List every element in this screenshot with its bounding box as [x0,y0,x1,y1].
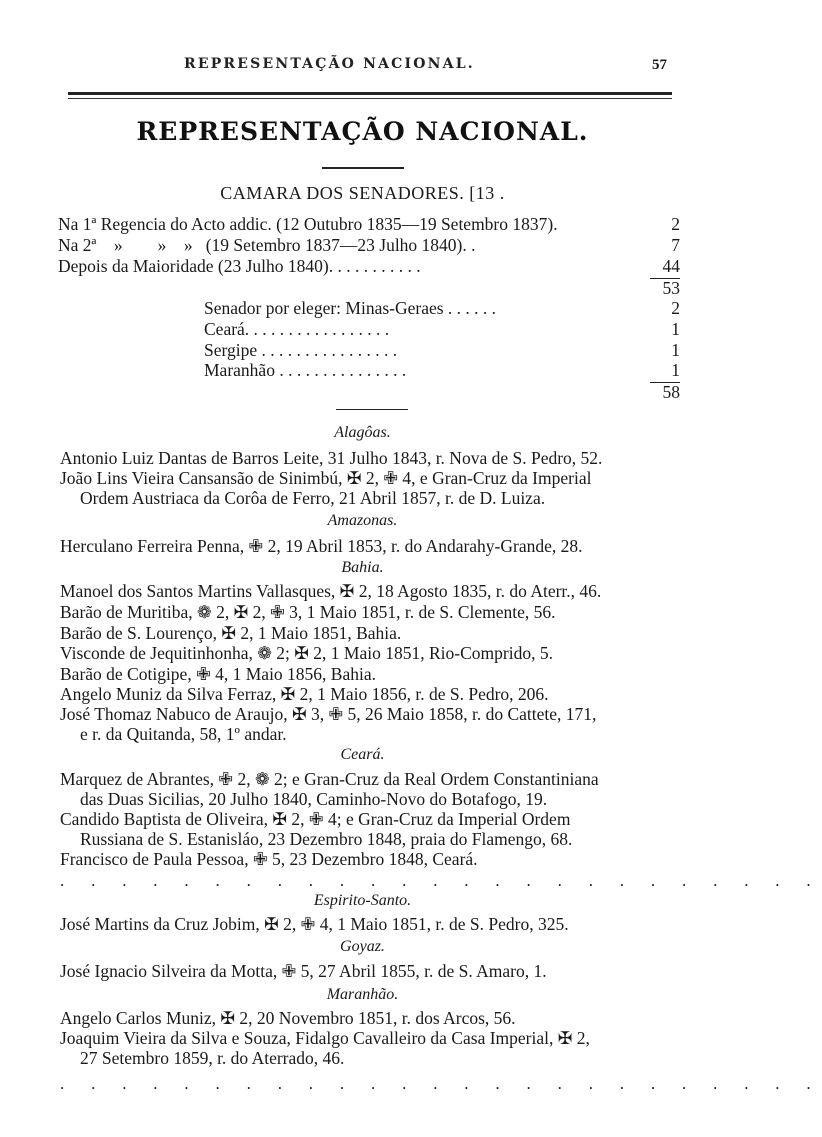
province-heading: Espirito-Santo. [313,892,412,909]
senator-entry: José Martins da Cruz Jobim, ✠ 2, ✙ 4, 1 Maio 1851, r. de S. Pedro, 325. [60,914,569,934]
summary-value: 2 [671,214,680,234]
summary-value: 44 [662,256,680,276]
province-heading: Maranhão. [326,986,399,1003]
vacancy-value: 2 [671,298,680,318]
senator-entry: Joaquim Vieira da Silva e Souza, Fidalgo Cavalleiro da Casa Imperial, ✠ 2, [60,1028,590,1048]
senator-entry: Manoel dos Santos Martins Vallasques, ✠ 2, 18 Agosto 1835, r. do Aterr., 46. [60,581,602,601]
title-rule [322,167,404,169]
senator-entry-continued: Russiana de S. Estanisláo, 23 Dezembro 1848, praia do Flamengo, 68. [80,829,573,849]
senator-entry: Francisco de Paula Pessoa, ✙ 5, 23 Dezembro 1848, Ceará. [60,849,478,869]
main-title: REPRESENTAÇÃO NACIONAL. [136,117,589,146]
senator-entry: Visconde de Jequitinhonha, ❁ 2; ✠ 2, 1 Maio 1851, Rio-Comprido, 5. [60,643,553,663]
subtotal-value: 53 [662,278,680,298]
total-value: 58 [662,382,680,402]
senator-entry-continued: e r. da Quitanda, 58, 1º andar. [80,724,287,744]
vacancy-row: Senador por eleger: Minas-Geraes . . . . . . [204,298,497,318]
senator-entry-continued: Ordem Austriaca da Corôa de Ferro, 21 Abril 1857, r. de D. Luiza. [80,488,546,508]
header-rule-thick [68,92,672,95]
vacancy-row: Sergipe . . . . . . . . . . . . . . . . [204,340,398,360]
header-rule-thin [68,98,672,99]
senator-entry: Barão de Cotigipe, ✙ 4, 1 Maio 1856, Bahia. [60,664,376,684]
senator-entry-continued: 27 Setembro 1859, r. do Aterrado, 46. [80,1048,345,1068]
senator-entry: Barão de Muritiba, ❁ 2, ✠ 2, ✙ 3, 1 Maio 1851, r. de S. Clemente, 56. [60,602,556,622]
ellipsis-row: . . . . . . . . . . . . . . . . . . . . . . . . . [60,871,822,890]
summary-row: Depois da Maioridade (23 Julho 1840). . . . . . . . . . . [58,256,421,276]
vacancy-row: Maranhão . . . . . . . . . . . . . . . [204,360,407,380]
senator-entry: Angelo Muniz da Silva Ferraz, ✠ 2, 1 Maio 1856, r. de S. Pedro, 206. [60,684,549,704]
senator-entry: Candido Baptista de Oliveira, ✠ 2, ✙ 4; e Gran-Cruz da Imperial Ordem [60,809,571,829]
province-heading: Bahia. [341,559,384,576]
senator-entry: Antonio Luiz Dantas de Barros Leite, 31 Julho 1843, r. Nova de S. Pedro, 52. [60,448,603,468]
summary-row: Na 1ª Regencia do Acto addic. (12 Outubro 1835—19 Setembro 1837). [58,214,558,234]
section-divider [336,409,408,410]
vacancy-row: Ceará. . . . . . . . . . . . . . . . . [204,319,390,339]
senator-entry: Barão de S. Lourenço, ✠ 2, 1 Maio 1851, Bahia. [60,623,402,643]
province-heading: Amazonas. [327,512,398,529]
province-heading: Goyaz. [340,938,385,955]
ellipsis-row: . . . . . . . . . . . . . . . . . . . . . . . . . [60,1074,822,1093]
section-title: CAMARA DOS SENADORES. [13 . [220,183,505,203]
vacancy-value: 1 [671,360,680,380]
senator-entry: Angelo Carlos Muniz, ✠ 2, 20 Novembro 1851, r. dos Arcos, 56. [60,1008,516,1028]
page-number: 57 [652,57,667,73]
senator-entry: Herculano Ferreira Penna, ✙ 2, 19 Abril 1853, r. do Andarahy-Grande, 28. [60,536,583,556]
vacancy-value: 1 [671,319,680,339]
summary-row: Na 2ª » » » (19 Setembro 1837—23 Julho 1840). . [58,235,476,255]
running-head-title: REPRESENTAÇÃO NACIONAL. [184,56,475,72]
vacancy-value: 1 [671,340,680,360]
running-head [0,52,725,76]
province-heading: Alagôas. [334,424,391,441]
senator-entry-continued: das Duas Sicilias, 20 Julho 1840, Caminho-Novo do Botafogo, 19. [80,789,548,809]
senator-entry: José Thomaz Nabuco de Araujo, ✠ 3, ✙ 5, 26 Maio 1858, r. do Cattete, 171, [60,704,597,724]
senator-entry: José Ignacio Silveira da Motta, ✙ 5, 27 Abril 1855, r. de S. Amaro, 1. [60,961,547,981]
summary-value: 7 [671,235,680,255]
province-heading: Ceará. [340,746,385,763]
senator-entry: Marquez de Abrantes, ✙ 2, ❁ 2; e Gran-Cruz da Real Ordem Constantiniana [60,769,599,789]
senator-entry: João Lins Vieira Cansansão de Sinimbú, ✠ 2, ✙ 4, e Gran-Cruz da Imperial [60,468,592,488]
